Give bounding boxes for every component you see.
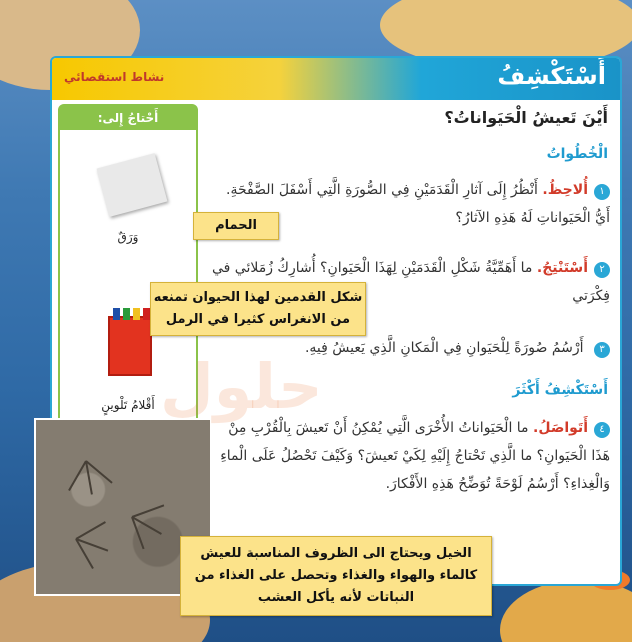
steps-heading: الْخُطُواتُ: [546, 146, 608, 162]
page-question: أَيْنَ تَعيشُ الْحَيَواناتُ؟: [444, 108, 608, 127]
step-4: [210, 414, 610, 498]
materials-title: أَحْتاجُ إِلى:: [60, 106, 196, 130]
footprint-mark: [132, 504, 165, 518]
materials-item-label: أَقْلامُ تَلْوينٍ: [101, 398, 155, 412]
footprint-mark: [68, 461, 87, 491]
step-text: ما أَهَمِّيَّةُ شَكْلِ الْقَدَمَيْنِ لِهَذَا الْحَيَوانِ؟ أُشارِكُ زُمَلائي في فِكْرَتي: [211, 260, 610, 304]
step-number: ١: [594, 184, 610, 200]
step-keyword: أَتَواصَلُ.: [533, 420, 588, 436]
step-text: ما الْحَيَواناتُ الأُخْرَى الَّتِي يُمْكِنُ أَنْ تَعيشَ بِالْقُرْبِ مِنْ هَذَا الْحَيَوانِ؟ ما الَّذِي تَحْتاجُ إِلَيْهِ لِكَيْ تَعيشَ؟ وَكَيْفَ تَحْصُلُ عَلَى الْماءِ وَالْغِذاءِ؟ أَرْسُمُ لَوْحَةً تُوَضِّحُ هَذِهِ الأَفْكارَ.: [220, 420, 610, 492]
step-keyword: أُلاحِظُ.: [542, 182, 588, 198]
step-text: أَنْظُرُ إِلَى آثارِ الْقَدَمَيْنِ فِي الصُّورَةِ الَّتِي أَسْفَلَ الصَّفْحَةِ. أَيُّ الْحَيَواناتِ لَهُ هَذِهِ الآثارُ؟: [226, 182, 610, 226]
answer-note-3: الخيل ويحتاج الى الظروف المناسبة للعيش كالماء والهواء والغذاء وتحصل على الغذاء من النباتات لأنه يأكل العشب: [180, 536, 492, 616]
watermark: حلول: [160, 350, 323, 423]
crayons-icon: [108, 316, 152, 376]
paper-icon: [97, 153, 168, 217]
explore-more-heading: أَسْتَكْشِفُ أَكْثَرَ: [512, 382, 608, 398]
step-number: ٢: [594, 262, 610, 278]
step-number: ٤: [594, 422, 610, 438]
materials-item-label: وَرَقٌ: [117, 230, 139, 244]
step-keyword: أَسْتَنْتِجُ.: [536, 260, 588, 276]
answer-note-2: شكل القدمين لهذا الحيوان تمنعه من الانغراس كثيرا في الرمل: [150, 282, 366, 336]
step-number: ٣: [594, 342, 610, 358]
activity-header: [52, 58, 620, 100]
step-text: أَرْسُمُ صُورَةً لِلْحَيَوانِ فِي الْمَكانِ الَّذِي يَعيشُ فِيهِ.: [304, 340, 584, 356]
footprint-mark: [76, 521, 106, 540]
answer-note-1: الحمام: [193, 212, 279, 240]
section-title: أَسْتَكْشِفُ: [497, 62, 606, 90]
activity-tag: نشاط استقصائي: [64, 70, 165, 84]
